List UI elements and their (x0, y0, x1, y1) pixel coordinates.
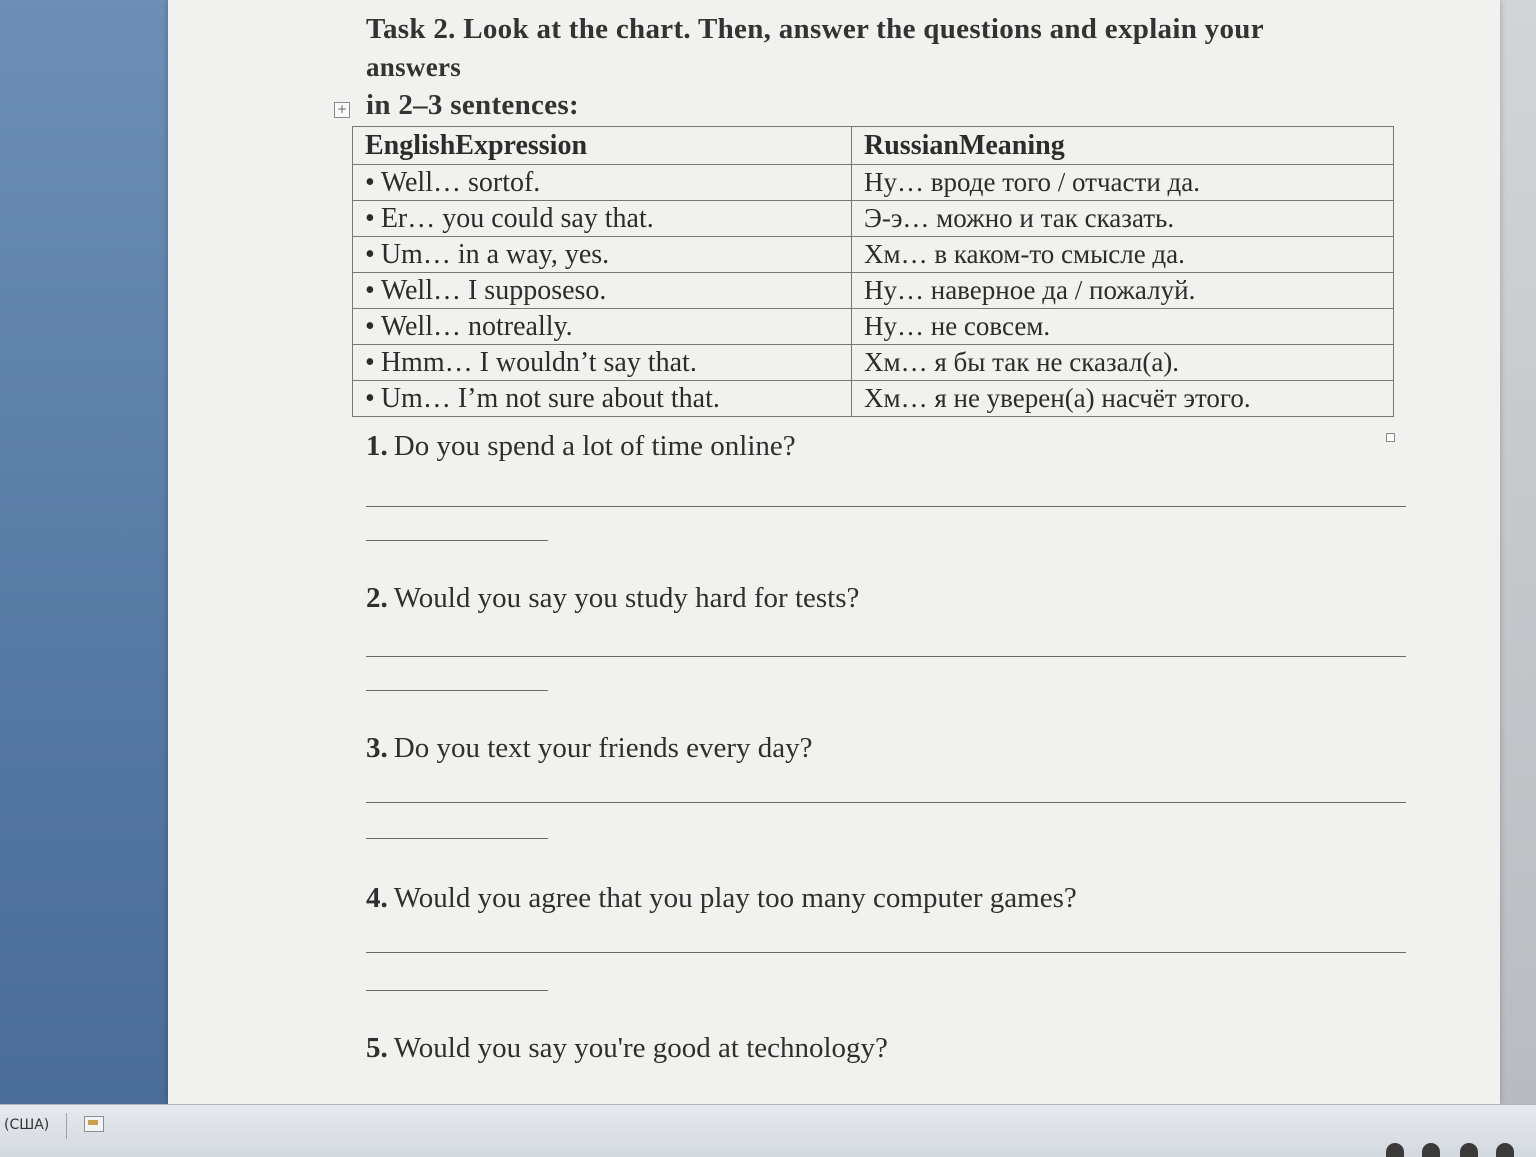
bullet-icon: • (365, 310, 375, 342)
question-2 (366, 582, 859, 615)
answer-line[interactable] (366, 838, 548, 839)
bullet-icon: • (365, 346, 375, 378)
tray-icon[interactable] (1386, 1143, 1404, 1157)
system-tray (1386, 1139, 1526, 1157)
header-english-expression: EnglishExpression (353, 127, 852, 165)
taskbar (0, 1104, 1536, 1157)
question-1 (366, 430, 796, 463)
tray-icon[interactable] (1422, 1143, 1440, 1157)
keyboard-layout-icon[interactable] (84, 1116, 104, 1132)
question-number: 2. (366, 582, 388, 614)
english-expression-text: Um… in a way, yes. (380, 238, 610, 270)
russian-meaning-cell: Хм… в каком-то смысле да. (852, 237, 1394, 273)
question-4 (366, 882, 1077, 915)
answer-line[interactable] (366, 506, 1406, 507)
task-line-3: in 2–3 sentences: (366, 89, 579, 121)
table-row (353, 165, 1394, 201)
desktop-background-left (0, 0, 168, 1108)
question-text: Would you say you study hard for tests? (393, 582, 860, 614)
question-text: Would you agree that you play too many computer games? (393, 882, 1077, 914)
english-expression-cell (353, 309, 852, 345)
header-russian-meaning: RussianMeaning (852, 127, 1394, 165)
english-expression-cell (353, 273, 852, 309)
english-expression-text: Er… you could say that. (380, 202, 654, 234)
table-row (353, 201, 1394, 237)
question-text: Do you text your friends every day? (393, 732, 813, 764)
table-row (353, 237, 1394, 273)
task-line-1: Task 2. Look at the chart. Then, answer the questions and explain your (366, 13, 1264, 45)
task-line-2: answers (366, 52, 462, 82)
english-expression-cell (353, 237, 852, 273)
question-text: Would you say you're good at technology? (393, 1032, 888, 1064)
table-row (353, 273, 1394, 309)
answer-line[interactable] (366, 952, 1406, 953)
answer-line[interactable] (366, 690, 548, 691)
english-expression-cell (353, 381, 852, 417)
question-3 (366, 732, 813, 765)
bullet-icon: • (365, 238, 375, 270)
tray-icon[interactable] (1496, 1143, 1514, 1157)
answer-line[interactable] (366, 990, 548, 991)
russian-meaning-cell: Ну… вроде того / отчасти да. (852, 165, 1394, 201)
taskbar-divider (66, 1113, 67, 1139)
english-expression-cell (353, 201, 852, 237)
english-expression-cell (353, 165, 852, 201)
russian-meaning-cell: Хм… я не уверен(а) насчёт этого. (852, 381, 1394, 417)
table-row (353, 309, 1394, 345)
english-expression-cell (353, 345, 852, 381)
english-expression-text: Well… I supposeso. (380, 274, 607, 306)
question-5 (366, 1032, 888, 1065)
language-indicator[interactable]: (США) (4, 1117, 50, 1133)
desktop-background-right (1500, 0, 1536, 1108)
document-page[interactable] (168, 0, 1500, 1104)
english-expression-text: Well… notreally. (380, 310, 573, 342)
russian-meaning-cell: Э-э… можно и так сказать. (852, 201, 1394, 237)
table-header-row (353, 127, 1394, 165)
question-number: 1. (366, 430, 388, 462)
answer-line[interactable] (366, 802, 1406, 803)
russian-meaning-cell: Ну… наверное да / пожалуй. (852, 273, 1394, 309)
english-expression-text: Well… sortof. (380, 166, 541, 198)
bullet-icon: • (365, 166, 375, 198)
question-number: 5. (366, 1032, 388, 1064)
bullet-icon: • (365, 382, 375, 414)
bullet-icon: • (365, 202, 375, 234)
expressions-table (352, 126, 1394, 417)
question-text: Do you spend a lot of time online? (393, 430, 796, 462)
table-move-handle-icon[interactable]: + (334, 102, 350, 118)
question-number: 4. (366, 882, 388, 914)
tray-icon[interactable] (1460, 1143, 1478, 1157)
question-number: 3. (366, 732, 388, 764)
bullet-icon: • (365, 274, 375, 306)
english-expression-text: Hmm… I wouldn’t say that. (380, 346, 697, 378)
english-expression-text: Um… I’m not sure about that. (380, 382, 720, 414)
answer-line[interactable] (366, 540, 548, 541)
russian-meaning-cell: Ну… не совсем. (852, 309, 1394, 345)
table-row (353, 345, 1394, 381)
task-instructions (366, 10, 1366, 124)
answer-line[interactable] (366, 656, 1406, 657)
table-row (353, 381, 1394, 417)
table-resize-handle-icon[interactable] (1386, 433, 1395, 442)
russian-meaning-cell: Хм… я бы так не сказал(а). (852, 345, 1394, 381)
